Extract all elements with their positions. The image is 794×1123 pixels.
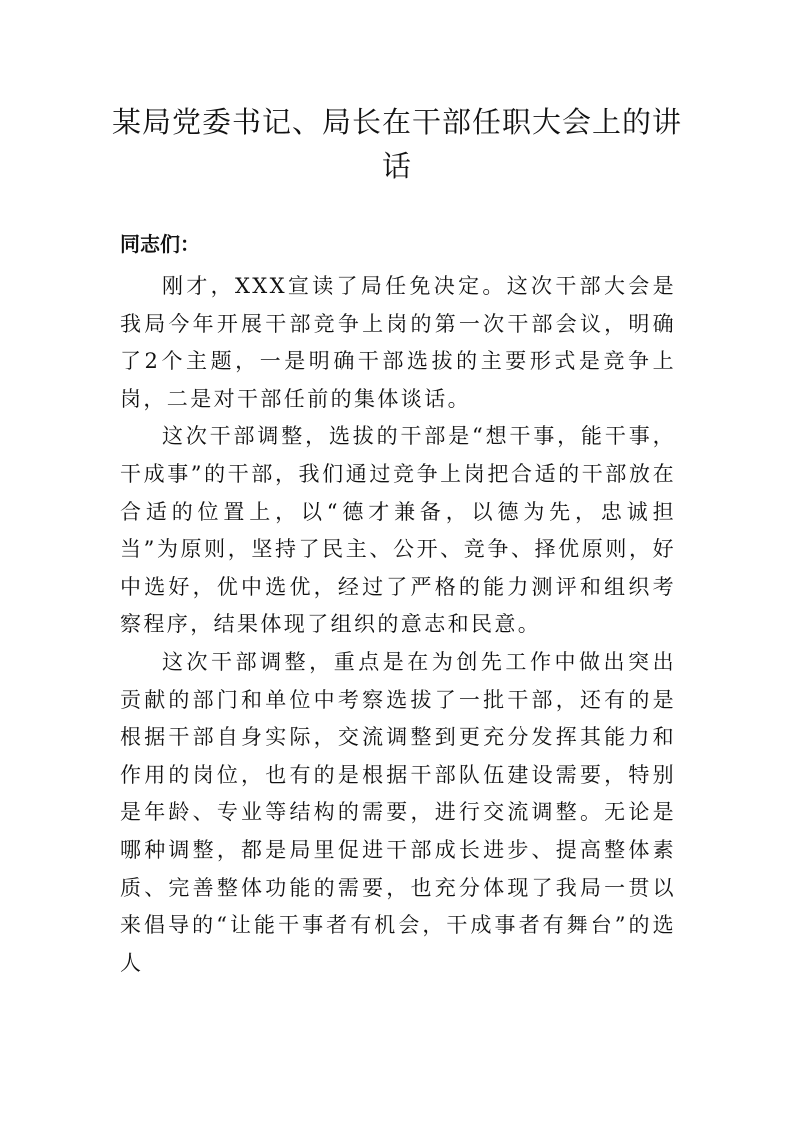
salutation: 同志们： [120,232,200,256]
paragraph-2: 这次干部调整，选拔的干部是“想干事，能干事，干成事”的干部，我们通过竞争上岗把合适的干部放在合适的位置上，以“德才兼备，以德为先，忠诚担当”为原则，坚持了民主、公开、竞争、择优原则，好中选好，优中选优，经过了严格的能力测评和组织考察程序，结果体现了组织的意志和民意。 [120,424,676,637]
document-body [120,268,676,982]
paragraph-3: 这次干部调整，重点是在为创先工作中做出突出贡献的部门和单位中考察选拔了一批干部，还有的是根据干部自身实际，交流调整到更充分发挥其能力和作用的岗位，也有的是根据干部队伍建设需要，特别是年龄、专业等结构的需要，进行交流调整。无论是哪种调整，都是局里促进干部成长进步、提高整体素质、完善整体功能的需要，也充分体现了我局一贯以来倡导的“让能干事者有机会，干成事者有舞台”的选人 [120,649,676,975]
document-title: 某局党委书记、局长在干部任职大会上的讲话 [111,105,682,183]
paragraph-1: 刚才，XXX宣读了局任免决定。这次干部大会是我局今年开展干部竞争上岗的第一次干部会议，明确了2个主题，一是明确干部选拔的主要形式是竞争上岗，二是对干部任前的集体谈话。 [120,274,676,411]
